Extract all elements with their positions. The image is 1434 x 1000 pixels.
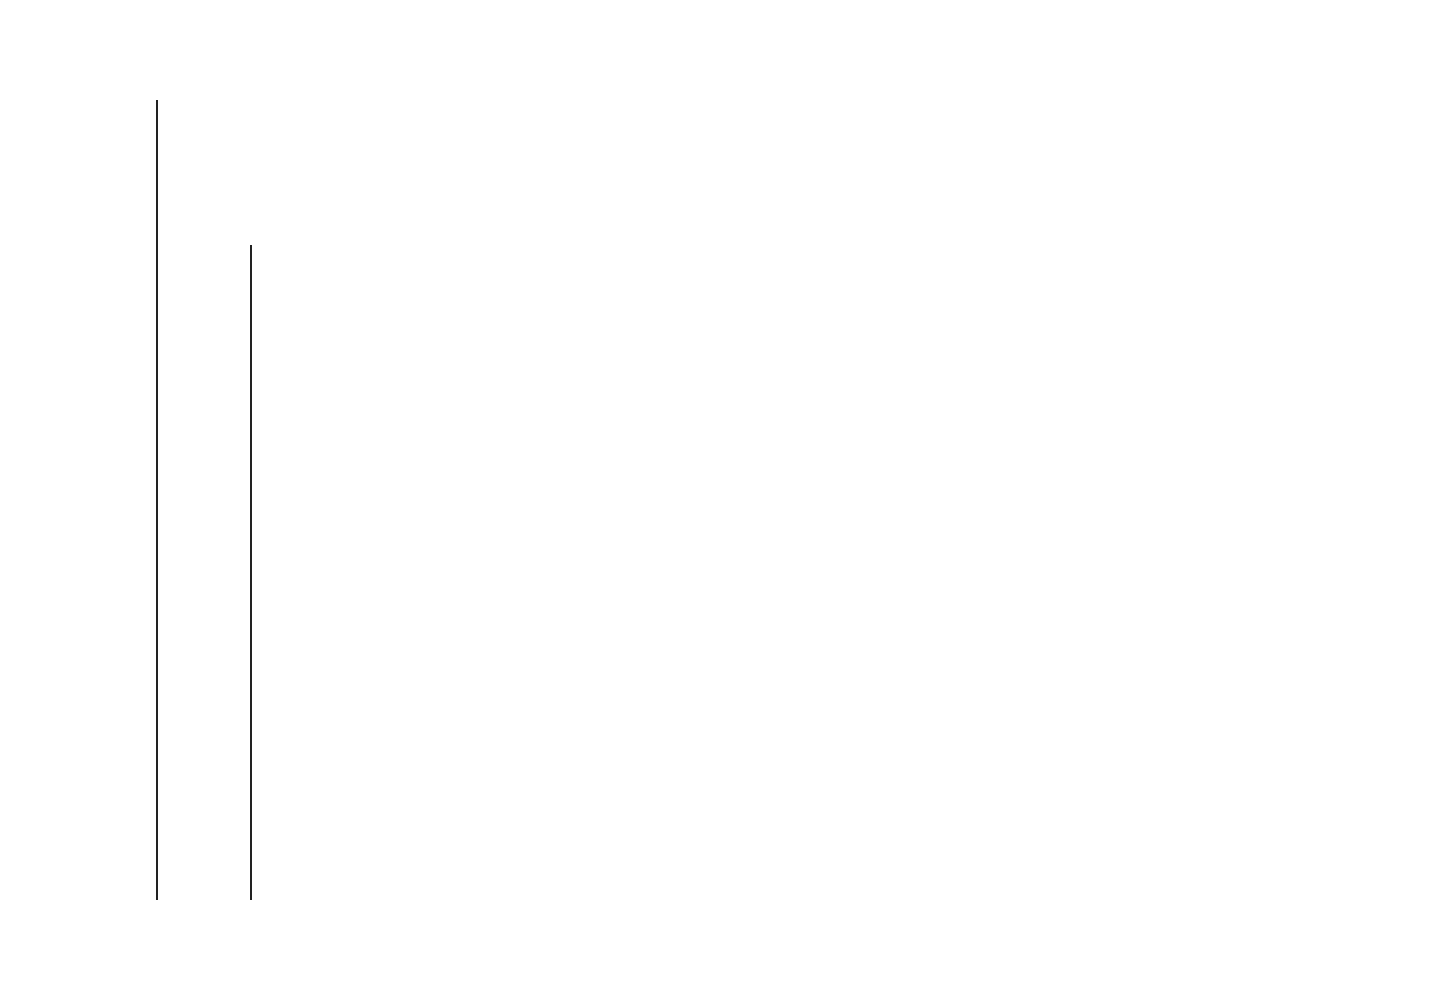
credit-sidebar <box>1412 8 1432 388</box>
credit-line <box>1415 8 1426 16</box>
table-header-rule <box>250 245 252 900</box>
table-top-rule <box>156 100 158 900</box>
